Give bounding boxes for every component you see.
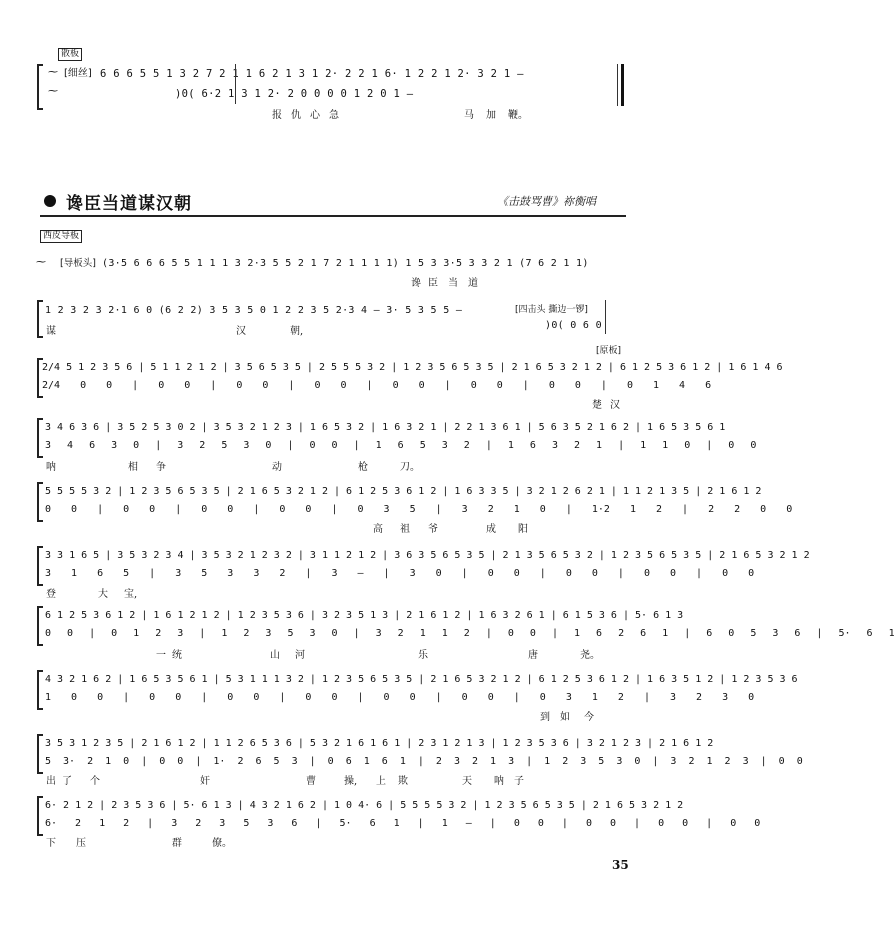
lyric: 下	[46, 838, 56, 849]
instrument-tag: [细丝]	[64, 68, 92, 79]
notation-row-bottom: 1 0 0 | 0 0 | 0 0 | 0 0 | 0 0 | 0 0 | 0 3 1 2 | 3 2 3 0	[45, 692, 755, 703]
lyric: 到	[540, 712, 550, 723]
lyric: 上	[376, 776, 386, 787]
lyric: 刀。	[400, 462, 420, 473]
lyric: 报	[272, 110, 282, 121]
lyric: 一	[156, 650, 166, 661]
lyric: 道	[468, 278, 478, 289]
lyric: 呐	[46, 462, 56, 473]
piece-attribution: 《击鼓骂曹》祢衡唱	[497, 195, 596, 208]
line-tag: [四击头 撕边一锣]	[515, 305, 588, 315]
lyric: 仇	[291, 110, 301, 121]
lyric: 马	[464, 110, 474, 121]
notation-row-top: 1 2 3 2 3 2·1 6 0 (6 2 2) 3 5 3 5 0 1 2 2 3 5 2·3 4 – 3· 5 3 5 5 –	[45, 305, 463, 316]
bullet-icon	[44, 195, 56, 207]
barline	[605, 300, 606, 334]
lyric: 成	[486, 524, 496, 535]
notation-row-bottom: 0 0 | 0 0 | 0 0 | 0 0 | 0 3 5 | 3 2 1 0 | 1·2 1 2 | 2 2 0 0	[45, 504, 793, 515]
lyric: 臣	[428, 278, 438, 289]
lyric: 动	[272, 462, 282, 473]
final-barline-thin	[617, 64, 618, 106]
repeat-sign-icon: ⁓	[36, 257, 46, 268]
system-bracket	[37, 64, 43, 110]
lyric: 登	[46, 589, 56, 600]
notation-row-top: (3·5 6 6 6 5 5 1 1 1 3 2·3 5 5 2 1 7 2 1 1 1 1) 1 5 3 3·5 3 3 2 1 (7 6 2 1 1)	[102, 258, 589, 269]
page-number: 35	[612, 858, 629, 872]
lyric: 谗	[411, 278, 421, 289]
section-tag: 西皮导板	[40, 230, 82, 243]
lyric: 压	[76, 838, 86, 849]
lyric: 奸	[200, 776, 210, 787]
lyric: 曹	[306, 776, 316, 787]
repeat-sign-icon: ⁓	[48, 86, 58, 97]
lyric: 欺	[398, 776, 408, 787]
notation-row-top: 6 1 2 5 3 6 1 2 | 1 6 1 2 1 2 | 1 2 3 5 3 6 | 3 2 3 5 1 3 | 2 1 6 1 2 | 1 6 3 2 6 1 | 6 1 5 3 6 | 5· 6 1 3	[45, 610, 684, 621]
lyric: 个	[90, 776, 100, 787]
lyric: 祖	[400, 524, 410, 535]
notation-row-top: 4 3 2 1 6 2 | 1 6 5 3 5 6 1 | 5 3 1 1 1 3 2 | 1 2 3 5 6 5 3 5 | 2 1 6 5 3 2 1 2 | 6 1 2 5 3 6 1 2 | 1 6 3 5 1 2 | 1 2 3 5 3 6	[45, 674, 798, 685]
lyric: 急	[329, 110, 339, 121]
mode-tag-sanban: 散板	[58, 48, 82, 61]
notation-row-bottom: )0( 6·2 1 3 1 2· 2 0 0 0 0 1 2 0 1 –	[175, 88, 414, 100]
line-tag: [原板]	[596, 346, 622, 356]
line-tag: [导板头]	[60, 258, 96, 269]
lyric: 尧。	[580, 650, 600, 661]
system-bracket	[37, 606, 43, 646]
lyric: 爷	[428, 524, 438, 535]
notation-row-bottom: 5 3· 2 1 0 | 0 0 | 1· 2 6 5 3 | 0 6 1 6 1 | 2 3 2 1 3 | 1 2 3 5 3 0 | 3 2 1 2 3 | 0 0	[45, 756, 803, 767]
piece-title: 谗臣当道谋汉朝	[66, 194, 192, 214]
lyric: 统	[172, 650, 182, 661]
notation-row-bottom: 6· 2 1 2 | 3 2 3 5 3 6 | 5· 6 1 | 1 – | 0 0 | 0 0 | 0 0 | 0 0	[45, 818, 761, 829]
repeat-sign-icon: ⁓	[48, 67, 58, 78]
notation-row-top: 3 3 1 6 5 | 3 5 3 2 3 4 | 3 5 3 2 1 2 3 2 | 3 1 1 2 1 2 | 3 6 3 5 6 5 3 5 | 2 1 3 5 6 5 3 2 | 1 2 3 5 6 5 3 5 | 2 1 6 5 3 2 1 2	[45, 550, 810, 561]
notation-row-top: 6 6 6 5 5 1 3 2 7 2 1 1 6 2 1 3 1 2· 2 2 1 6· 1 2 2 1 2· 3 2 1 –	[100, 68, 524, 80]
lyric: 朝,	[290, 326, 304, 337]
notation-row-top: 5 5 5 5 3 2 | 1 2 3 5 6 5 3 5 | 2 1 6 5 3 2 1 2 | 6 1 2 5 3 6 1 2 | 1 6 3 3 5 | 3 2 1 2 6 2 1 | 1 1 2 1 3 5 | 2 1 6 1 2	[45, 486, 762, 497]
lyric: 了	[62, 776, 72, 787]
system-bracket	[37, 482, 43, 522]
lyric: 鞭。	[508, 110, 528, 121]
lyric: 高	[373, 524, 383, 535]
lyric: 山	[270, 650, 280, 661]
system-bracket	[37, 300, 43, 338]
lyric: 宝,	[124, 589, 138, 600]
lyric: 加	[486, 110, 496, 121]
lyric: 河	[295, 650, 305, 661]
lyric: 汉	[236, 326, 246, 337]
notation-row-top: 3 5 3 1 2 3 5 | 2 1 6 1 2 | 1 1 2 6 5 3 6 | 5 3 2 1 6 1 6 1 | 2 3 1 2 1 3 | 1 2 3 5 3 6 | 3 2 1 2 3 | 2 1 6 1 2	[45, 738, 714, 749]
notation-row-top: 2/4 5 1 2 3 5 6 | 5 1 1 2 1 2 | 3 5 6 5 3 5 | 2 5 5 5 3 2 | 1 2 3 5 6 5 3 5 | 2 1 6 5 3 2 1 2 | 6 1 2 5 3 6 1 2 | 1 6 1 4 6	[42, 362, 783, 373]
lyric: 楚	[592, 400, 602, 411]
lyric: 谋	[46, 326, 56, 337]
lyric: 如	[560, 712, 570, 723]
notation-row-bottom: 0 0 | 0 1 2 3 | 1 2 3 5 3 0 | 3 2 1 1 2 | 0 0 | 1 6 2 6 1 | 6 0 5 3 6 | 5· 6 1	[45, 628, 895, 639]
lyric: 今	[584, 712, 594, 723]
lyric: 唐	[528, 650, 538, 661]
lyric: 群	[172, 838, 182, 849]
lyric: 出	[46, 776, 56, 787]
barline	[235, 64, 236, 104]
lyric: 争	[156, 462, 166, 473]
notation-row-bottom: )0( 0 6 0	[545, 320, 602, 331]
notation-row-top: 3 4 6 3 6 | 3 5 2 5 3 0 2 | 3 5 3 2 1 2 3 | 1 6 5 3 2 | 1 6 3 2 1 | 2 2 1 3 6 1 | 5 6 3 5 2 1 6 2 | 1 6 5 3 5 6 1	[45, 422, 726, 433]
lyric: 天	[462, 776, 472, 787]
notation-row-top: 6· 2 1 2 | 2 3 5 3 6 | 5· 6 1 3 | 4 3 2 1 6 2 | 1 0 4· 6 | 5 5 5 5 3 2 | 1 2 3 5 6 5 3 5 | 2 1 6 5 3 2 1 2	[45, 800, 684, 811]
lyric: 乐	[418, 650, 428, 661]
system-bracket	[37, 418, 43, 458]
system-bracket	[37, 670, 43, 710]
notation-row-bottom: 3 1 6 5 | 3 5 3 3 2 | 3 – | 3 0 | 0 0 | 0 0 | 0 0 | 0 0	[45, 568, 755, 579]
lyric: 操,	[344, 776, 358, 787]
lyric: 阳	[518, 524, 528, 535]
title-rule	[40, 215, 626, 217]
notation-row-bottom: 3 4 6 3 0 | 3 2 5 3 0 | 0 0 | 1 6 5 3 2 | 1 6 3 2 1 | 1 1 0 | 0 0	[45, 440, 757, 451]
lyric: 汉	[610, 400, 620, 411]
notation-row-bottom: 2/4 0 0 | 0 0 | 0 0 | 0 0 | 0 0 | 0 0 | 0 0 | 0 1 4 6	[42, 380, 712, 391]
lyric: 心	[310, 110, 320, 121]
system-bracket	[37, 734, 43, 774]
final-barline	[621, 64, 624, 106]
lyric: 僚。	[212, 838, 232, 849]
lyric: 相	[128, 462, 138, 473]
lyric: 大	[98, 589, 108, 600]
system-bracket	[37, 546, 43, 586]
system-bracket	[37, 796, 43, 836]
lyric: 枪	[358, 462, 368, 473]
lyric: 子	[514, 776, 524, 787]
lyric: 当	[448, 278, 458, 289]
lyric: 呐	[494, 776, 504, 787]
